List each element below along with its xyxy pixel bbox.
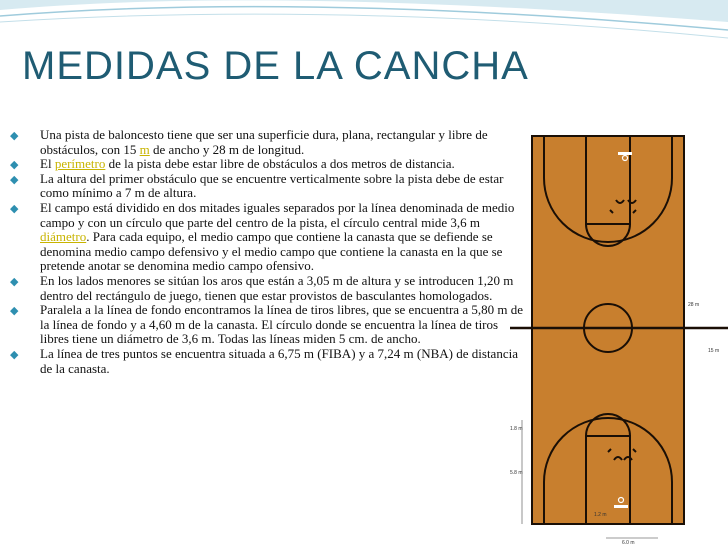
court-surface	[532, 136, 684, 524]
bullet-marker-icon: ◆	[10, 159, 19, 172]
length-label: 28 m	[688, 302, 700, 308]
bullet-item	[10, 172, 530, 201]
bullet-marker-icon: ◆	[10, 305, 19, 318]
bullet-item	[10, 274, 530, 303]
dim-label-base: 6.0 m	[622, 540, 635, 546]
bottom-backboard	[614, 505, 628, 508]
bullet-list	[10, 128, 530, 376]
link-perimetro[interactable]: perímetro	[54, 156, 106, 172]
bullet-text: Una pista de baloncesto tiene que ser una superficie dura, plana, rectangular y libre de obstáculos, con 15	[40, 127, 488, 157]
bullet-text: . Para cada equipo, el medio campo que contiene la canasta que se defiende se denomina medio campo defensivo y el medio campo que contiene la canasta en la que se pretende anotar se denomina medio campo ofensivo.	[40, 229, 503, 274]
width-label: 15 m	[708, 348, 720, 354]
bullet-text: Paralela a la línea de fondo encontramos la línea de tiros libres, que se encuentra a 5,80 m de la línea de fondo y a 4,60 m de la canasta. El círculo donde se encuentra la línea de tiros libres tiene un diámetro de 3,6 m. Todas las líneas miden 5 cm. de ancho.	[40, 302, 523, 347]
link-diametro[interactable]: diámetro	[40, 229, 87, 245]
bullet-text: El	[40, 156, 55, 172]
bullet-item	[10, 347, 530, 376]
bullet-text: de ancho y 28 m de longitud.	[149, 141, 305, 157]
bullet-marker-icon: ◆	[10, 275, 19, 288]
bullet-marker-icon: ◆	[10, 173, 19, 186]
bullet-text: En los lados menores se sitúan los aros que están a 3,05 m de altura y se introducen 1,20 m dentro del rectángulo de juego, tienen que estar provistos de basculantes homologados.	[40, 272, 514, 303]
bullet-item	[10, 157, 530, 172]
bullet-text: de la pista debe estar libre de obstáculos a dos metros de distancia.	[105, 156, 455, 172]
court-diagram	[510, 130, 728, 546]
dim-label-top: 1.8 m	[510, 426, 523, 432]
bullet-text: El campo está dividido en dos mitades iguales separados por la línea denominada de medio campo y con un círculo que parte del centro de la pista, el círculo central mide 3,6 m	[40, 199, 515, 230]
top-backboard	[618, 152, 632, 155]
bullet-text: La altura del primer obstáculo que se encuentre verticalmente sobre la pista debe de estar como mínimo a 7 m de altura.	[40, 170, 504, 201]
link-metros[interactable]: m	[139, 141, 150, 157]
bullet-item	[10, 128, 530, 157]
slide-title: MEDIDAS DE LA CANCHA	[22, 44, 529, 88]
bullet-marker-icon: ◆	[10, 130, 19, 142]
bullet-marker-icon: ◆	[10, 202, 19, 215]
dim-label-bottom: 1.2 m	[594, 512, 607, 518]
bullet-item	[10, 201, 530, 274]
bullet-item	[10, 303, 530, 347]
bullet-text: La línea de tres puntos se encuentra situada a 6,75 m (FIBA) y a 7,24 m (NBA) de distancia de la canasta.	[40, 345, 518, 376]
bullet-marker-icon: ◆	[10, 348, 19, 361]
dim-label-mid: 5.8 m	[510, 470, 523, 476]
